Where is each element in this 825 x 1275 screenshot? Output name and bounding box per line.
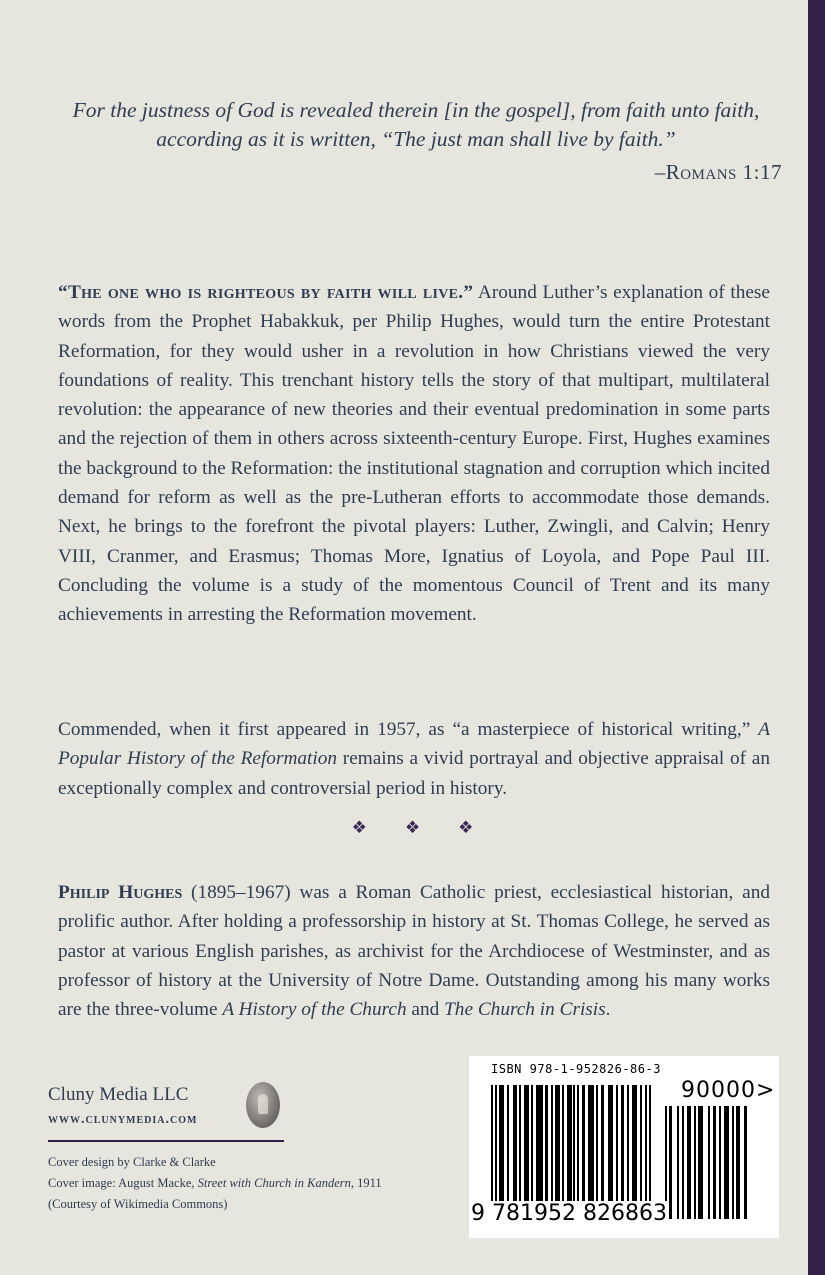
cross-ornament-icon: ❖ [351,818,367,837]
barcode-digits: 9 781952 826863 [471,1201,667,1226]
divider-rule [48,1140,284,1142]
spine-edge [808,0,825,1275]
epigraph-citation: –Romans 1:17 [654,160,782,184]
price-code: 90000> [681,1078,776,1103]
description-paragraph-1: “The one who is righteous by faith will live.” Around Luther’s explanation of these words from the Prophet Habakkuk, per Philip Hughes, would turn the entire Protestant Reformation, for they would usher in a revolution in how Christians viewed the very foundations of reality. This trenchant history tells the story of that multipart, multilateral revolution: the appearance of new theories and their eventual predomination in some parts and the rejection of them in others across sixteenth-century Europe. First, Hughes examines the background to the Reformation: the institutional stagnation and corruption which incited demand for reform as well as the pre-Lutheran efforts to accommodate those demands. Next, he brings to the forefront the pivotal players: Luther, Zwingli, and Calvin; Henry VIII, Cranmer, and Erasmus; Thomas More, Ignatius of Loyola, and Pope Paul III. Concluding the volume is a study of the momentous Council of Trent and its many achievements in arresting the Reformation movement. [58,282,770,626]
book-title: A Popular History of the Reformation [58,719,770,770]
author-name: Philip Hughes [58,882,183,903]
isbn-barcode [469,1056,779,1238]
publisher-website: www.clunymedia.com [48,1112,198,1127]
epigraph-quote: For the justness of God is revealed therein [in the gospel], from faith unto faith, according as it is written, “The just man shall live by faith.” [72,98,760,151]
isbn-label: ISBN 978-1-952826-86-3 [491,1062,661,1076]
cross-ornament-icon: ❖ [458,818,474,837]
addon-barcode-icon [665,1106,749,1219]
publisher-name: Cluny Media LLC [48,1084,189,1105]
ornament-divider [0,818,825,838]
cover-credits: Cover design by Clarke & Clarke Cover image: August Macke, Street with Church in Kandern, 1911 (Courtesy of Wikimedia Commons) [48,1155,382,1211]
lead-quote: “The one who is righteous by faith will live.” [58,282,474,303]
description-paragraph-2: Commended, when it first appeared in 1957, as “a masterpiece of historical writing,” A Popular History of the Reformation remains a vivid portrayal and objective appraisal of an exceptionally complex and controversial period in history. [58,719,770,799]
chalice-logo-icon [246,1082,280,1128]
author-bio: Philip Hughes (1895–1967) was a Roman Catholic priest, ecclesiastical historian, and prolific author. After holding a professorship in history at St. Thomas College, he served as pastor at various English parishes, as archivist for the Archdiocese of Westminster, and as professor of history at the University of Notre Dame. Outstanding among his many works are the three-volume A History of the Church and The Church in Crisis. [58,882,770,1021]
cross-ornament-icon: ❖ [404,818,421,837]
